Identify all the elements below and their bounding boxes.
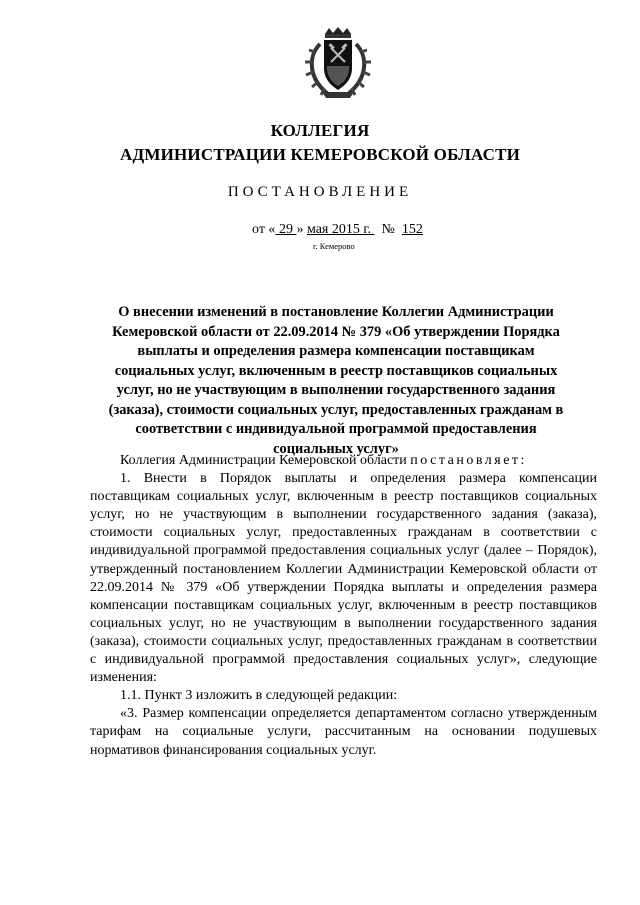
city-label: г. Кемерово	[313, 241, 355, 251]
org-name-line1: КОЛЛЕГИЯ	[270, 121, 370, 140]
paragraph-3-quote: «3. Размер компенсации определяется департаментом согласно утвержденным тарифам на социальные услуги, рассчитанным на основании подушевых нормативов финансирования социальных услуг.	[90, 706, 597, 758]
kemerovo-coat-of-arms-icon	[298, 26, 378, 102]
date-mid: »	[296, 222, 307, 237]
document-number: 152	[401, 222, 423, 237]
paragraph-1: 1. Внести в Порядок выплаты и определения размера компенсации поставщикам социальных услуг, включенным в реестр поставщиков социальных услуг, но не участвующим в выполнении государственного задания (заказа), стоимости социальных услуг, предоставленных гражданам в соответствии с индивидуальной программой предоставления социальных услуг (далее – Порядок), утвержденный постановлением Коллегии Администрации Кемеровской области от 22.09.2014 № 379 «Об утверждении Порядка выплаты и определения размера компенсации поставщикам социальных услуг, включенным в реестр поставщиков социальных услуг, но не участвующим в выполнении государственного задания (заказа), стоимости социальных услуг, предоставленных гражданам в соответствии с индивидуальной программой предоставления социальных услуг», следующие изменения:	[90, 471, 597, 686]
document-type: ПОСТАНОВЛЕНИЕ	[227, 184, 413, 200]
intro-text: Коллегия Администрации Кемеровской области	[120, 453, 411, 468]
document-body	[90, 452, 597, 760]
date-line	[252, 222, 423, 238]
number-sign: №	[374, 222, 402, 237]
date-month-year: мая 2015 г.	[306, 222, 375, 237]
intro-resolves: постановляет:	[410, 453, 527, 468]
paragraph-1-1: 1.1. Пункт 3 изложить в следующей редакции:	[120, 688, 398, 704]
intro-paragraph	[90, 452, 597, 470]
document-subject: О внесении изменений в постановление Коллегии Администрации Кемеровской области от 22.09.2014 № 379 «Об утверждении Порядка выплаты и определения размера компенсации поставщикам социальных услуг, включенным в реестр поставщиков социальных услуг, но не участвующим в выполнении государственного задания (заказа), стоимости социальных услуг, предоставленных гражданам в соответствии с индивидуальной программой предоставления социальных услуг»	[108, 304, 564, 457]
date-prefix: от «	[252, 222, 276, 237]
date-day: 29	[275, 222, 297, 237]
org-name-line2: АДМИНИСТРАЦИИ КЕМЕРОВСКОЙ ОБЛАСТИ	[119, 145, 521, 164]
